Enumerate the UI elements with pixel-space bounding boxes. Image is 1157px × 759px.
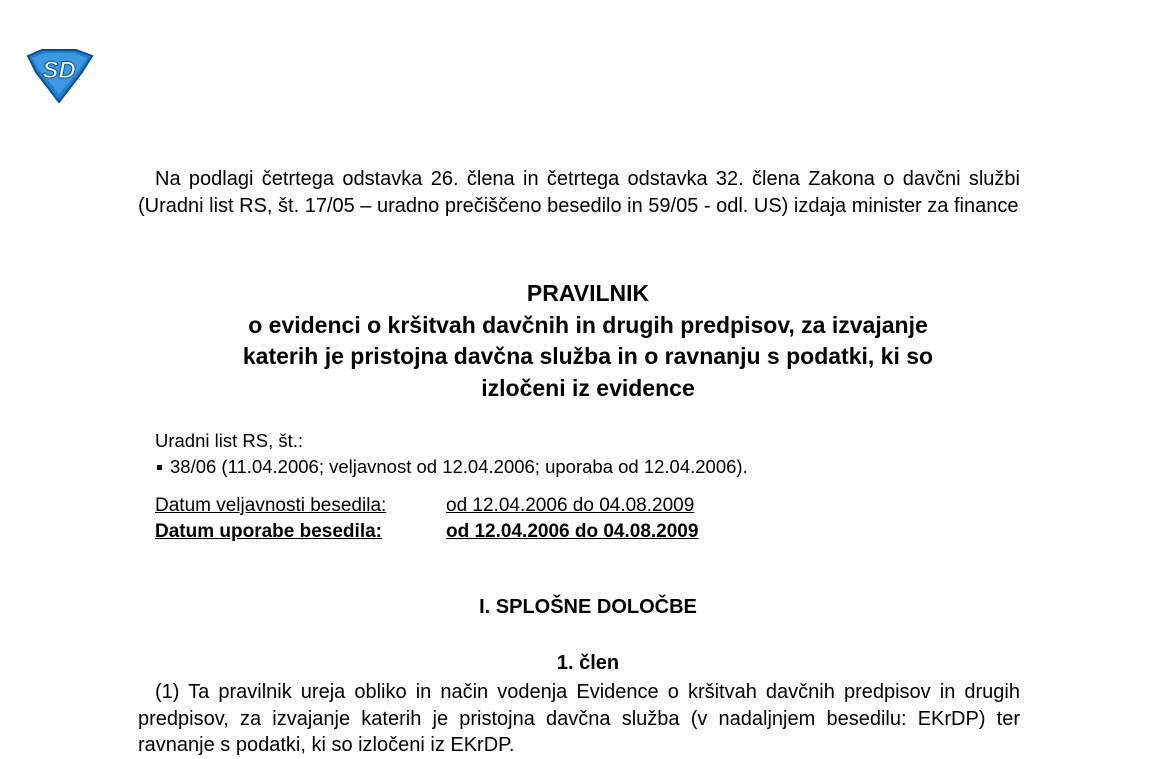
- sd-logo: [22, 48, 96, 104]
- application-row: [155, 519, 855, 545]
- application-label: Datum uporabe besedila:: [155, 521, 382, 542]
- application-value: od 12.04.2006 do 04.08.2009: [446, 521, 699, 542]
- intro-text: Na podlagi četrtega odstavka 26. člena in četrtega odstavka 32. člena Zakona o davčni službi (Uradni list RS, št. 17/05 – uradno prečiščeno besedilo in 59/05 - odl. US) izdaja minister za finance: [138, 168, 1020, 217]
- validity-row: [155, 493, 855, 519]
- gazette-info: [155, 428, 1015, 480]
- validity-label: Datum veljavnosti besedila:: [155, 495, 387, 516]
- title-line-3: izločeni iz evidence: [481, 374, 695, 401]
- gazette-entry: 38/06 (11.04.2006; veljavnost od 12.04.2006; uporaba od 12.04.2006).: [170, 456, 748, 477]
- validity-value: od 12.04.2006 do 04.08.2009: [446, 495, 695, 516]
- title-line-1: o evidenci o kršitvah davčnih in drugih predpisov, za izvajanje: [248, 311, 928, 338]
- gazette-entry-item: [155, 454, 1015, 480]
- paragraph-1: (1) Ta pravilnik ureja obliko in način vodenja Evidence o kršitvah davčnih predpisov in drugih predpisov, za izvajanje katerih je pristojna davčna služba (v nadaljnjem besedilu: EKrDP) ter ravnanje s podatki, ki so izločeni iz EKrDP.: [138, 681, 1020, 756]
- section-heading: I. SPLOŠNE DOLOČBE: [479, 596, 697, 618]
- dates-block: [155, 493, 855, 545]
- bullet-icon: [157, 465, 162, 470]
- logo-text: SD: [42, 57, 76, 84]
- title-line-2: katerih je pristojna davčna služba in o ravnanju s podatki, ki so: [242, 343, 934, 369]
- gazette-label: Uradni list RS, št.:: [155, 430, 304, 451]
- article-body: [138, 679, 1020, 759]
- document-title: [138, 278, 1038, 404]
- intro-paragraph: [138, 166, 1020, 219]
- title-heading: PRAVILNIK: [526, 280, 650, 306]
- article-heading: 1. člen: [556, 652, 620, 674]
